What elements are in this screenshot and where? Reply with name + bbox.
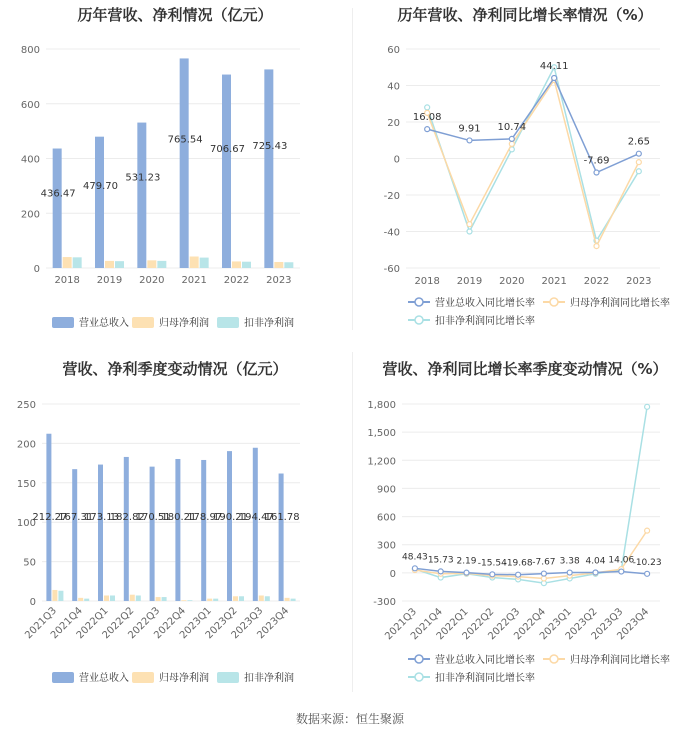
data-label: 2.19 [456,556,477,567]
bar [104,595,109,601]
bar [98,465,103,601]
bar [207,599,212,601]
data-point [567,570,572,575]
y-tick-label: 600 [20,99,40,111]
data-label: 16.08 [412,112,442,124]
data-label: -7.67 [532,557,556,568]
y-tick-label: 200 [20,209,40,221]
data-point [509,136,514,141]
bar [242,262,251,268]
data-point [467,222,472,227]
data-point [516,572,521,577]
bar [187,600,192,601]
data-point [541,571,546,576]
y-tick-label: -20 [383,191,400,202]
y-tick-label: -40 [383,227,400,239]
legend-label: 归母净利润 [159,318,209,329]
annual-bar-chart [0,0,350,340]
quarterly-bar-chart [0,350,350,700]
legend-swatch [550,655,558,663]
x-tick-label: 2023Q4 [255,605,292,642]
x-tick-label: 2021Q4 [408,606,445,643]
bar [95,137,104,268]
data-label: 2.65 [627,136,650,148]
data-label: -10.23 [632,557,662,568]
data-label: 765.54 [167,134,203,146]
y-tick-label: 250 [16,400,36,411]
data-point [541,576,546,581]
bar [264,69,273,268]
data-point [490,572,495,577]
x-tick-label: 2023Q4 [615,606,652,643]
bar [274,262,283,268]
x-tick-label: 2022Q3 [126,605,163,642]
x-tick-label: 2021Q3 [23,605,60,642]
x-tick-label: 2023 [626,276,652,287]
data-point [412,566,417,571]
legend-swatch [132,672,154,683]
legend-label: 归母净利润同比增长率 [570,655,670,666]
y-tick-label: 800 [20,45,40,56]
y-tick-label: 400 [20,154,40,166]
bar [124,457,129,601]
legend-swatch [217,672,239,683]
y-tick-label: 1,500 [367,428,396,440]
x-tick-label: 2020 [139,275,165,286]
data-label: 161.78 [264,512,300,523]
x-tick-label: 2018 [414,276,440,287]
bar [190,257,199,268]
data-label: 706.67 [210,143,245,155]
x-tick-label: 2019 [96,275,123,286]
panel-quarterly-revenue-profit [0,350,350,700]
legend-swatch [217,317,239,328]
data-label: 531.23 [125,172,161,184]
y-tick-label: 60 [387,45,400,56]
data-point [593,570,598,575]
bar [150,467,155,601]
data-point [438,569,443,574]
bar [175,459,180,601]
data-label: 44.11 [539,60,569,72]
data-label: 178.97 [187,512,223,523]
legend-label: 营业总收入 [79,318,129,329]
data-label: 3.38 [559,556,580,567]
y-tick-label: 40 [387,81,400,93]
data-point [645,404,650,409]
bar [253,448,258,601]
data-point [636,160,641,165]
data-point [509,141,514,146]
x-tick-label: 2022Q4 [512,606,549,643]
series-line [427,67,639,240]
data-point [645,528,650,533]
data-label: 10.74 [497,121,527,133]
data-label: 212.27 [32,512,68,523]
divider [352,352,353,692]
data-point [636,169,641,174]
annual-growth-line-chart [350,0,700,340]
data-label: 15.73 [427,555,454,566]
data-label: 194.47 [238,512,274,523]
data-label: 725.43 [252,140,288,152]
bar [265,596,270,601]
legend-label: 营业总收入同比增长率 [435,298,535,309]
bar [136,595,141,601]
data-point [619,569,624,574]
bar [157,261,166,268]
y-tick-label: -60 [383,264,400,275]
data-point [594,170,599,175]
y-tick-label: -300 [373,597,396,608]
data-point [467,138,472,143]
bar [291,599,296,601]
x-tick-label: 2021 [541,276,567,287]
data-label: -15.54 [477,558,507,569]
x-tick-label: 2023Q1 [537,606,574,643]
legend-label: 营业总收入同比增长率 [435,655,535,666]
x-tick-label: 2021Q3 [383,606,420,643]
legend-label: 归母净利润同比增长率 [570,298,670,309]
data-point [645,571,650,576]
data-label: 182.82 [109,512,145,523]
data-label: 167.31 [58,512,94,523]
bar [147,260,156,268]
legend-label: 归母净利润 [159,673,209,684]
divider [352,8,353,330]
data-label: 4.04 [585,556,606,567]
bar [105,261,114,268]
x-tick-label: 2022Q2 [460,606,497,643]
data-label: 180.21 [161,512,197,523]
bar [227,451,232,601]
bar [73,257,82,268]
data-label: 170.51 [135,512,171,523]
legend-swatch [52,672,74,683]
data-label: 14.06 [608,555,635,566]
legend-swatch [415,655,423,663]
data-point [425,105,430,110]
legend-label: 扣非净利润同比增长率 [435,316,535,327]
y-tick-label: 0 [393,154,400,166]
x-tick-label: 2023Q3 [229,605,266,642]
legend-swatch [52,317,74,328]
legend-swatch [415,316,423,324]
bar [53,149,62,268]
data-point [552,75,557,80]
data-point [594,244,599,249]
x-tick-label: 2021 [181,275,207,286]
x-tick-label: 2022 [583,276,610,287]
y-tick-label: 200 [16,439,36,451]
x-tick-label: 2022Q2 [100,605,137,642]
x-tick-label: 2020 [499,276,525,287]
x-tick-label: 2022Q4 [152,605,189,642]
x-tick-label: 2019 [456,276,483,287]
y-tick-label: 150 [16,478,36,490]
y-tick-label: 0 [33,264,40,275]
bar [279,474,284,601]
x-tick-label: 2022Q3 [486,606,523,643]
bar [162,597,167,601]
data-point [467,229,472,234]
bar [233,596,238,601]
panel-quarterly-growth [350,350,700,700]
bar [232,261,241,268]
bar [239,596,244,601]
x-tick-label: 2023Q2 [203,605,240,642]
y-tick-label: 300 [376,540,396,552]
x-tick-label: 2021Q4 [48,605,85,642]
data-label: 9.91 [458,123,481,135]
quarterly-growth-line-chart [350,350,700,700]
bar [222,75,231,268]
bar [84,599,89,601]
y-tick-label: 50 [23,557,36,569]
chart-title: 营收、净利季度变动情况（亿元） [62,360,288,378]
data-label: -7.69 [583,155,610,167]
y-tick-label: 900 [376,484,396,496]
data-point [636,151,641,156]
y-tick-label: 20 [387,118,400,129]
legend-label: 扣非净利润 [244,673,294,684]
data-label: 479.70 [83,181,118,193]
data-label: 436.47 [40,188,76,200]
bar [63,257,72,268]
data-source: 数据来源：恒生聚源 [295,712,404,726]
data-label: 190.21 [213,512,248,523]
x-tick-label: 2022Q1 [74,605,111,642]
panel-annual-revenue-profit [0,0,350,340]
chart-title: 营收、净利同比增长率季度变动情况（%） [382,360,668,378]
data-point [425,127,430,132]
bar [259,595,264,601]
bar [72,469,77,601]
y-tick-label: 1,200 [367,456,396,468]
legend-label: 扣非净利润 [244,318,294,329]
bar [58,591,63,601]
chart-title: 历年营收、净利情况（亿元） [77,6,273,24]
chart-title: 历年营收、净利同比增长率情况（%） [397,6,653,24]
data-label: 173.13 [84,512,119,523]
bar [78,598,83,601]
x-tick-label: 2022 [223,275,250,286]
bar [285,598,290,601]
x-tick-label: 2023Q1 [177,605,214,642]
bar [181,600,186,601]
data-point [464,570,469,575]
legend-swatch [550,298,558,306]
legend-label: 扣非净利润同比增长率 [435,673,535,684]
legend-swatch [415,298,423,306]
y-tick-label: 0 [29,597,36,608]
y-tick-label: 600 [376,512,396,524]
bar [52,590,57,601]
y-tick-label: 1,800 [367,400,396,411]
bar [137,123,146,268]
bar [130,595,135,601]
x-tick-label: 2023Q2 [563,606,600,643]
y-tick-label: 0 [389,568,396,580]
legend-label: 营业总收入 [79,673,129,684]
bar [180,58,189,268]
bar [200,258,209,268]
legend-swatch [415,673,423,681]
x-tick-label: 2023Q3 [589,606,626,643]
x-tick-label: 2023 [266,275,292,286]
bar [115,261,124,268]
x-tick-label: 2022Q1 [434,606,471,643]
data-label: -19.68 [503,558,533,569]
bar [156,597,161,601]
bar [110,595,115,601]
legend-swatch [132,317,154,328]
bar [201,460,206,601]
x-tick-label: 2018 [54,275,80,286]
panel-annual-growth [350,0,700,340]
bar [284,262,293,268]
y-tick-label: 100 [16,518,36,530]
bar [213,599,218,601]
data-label: 48.43 [402,552,428,563]
